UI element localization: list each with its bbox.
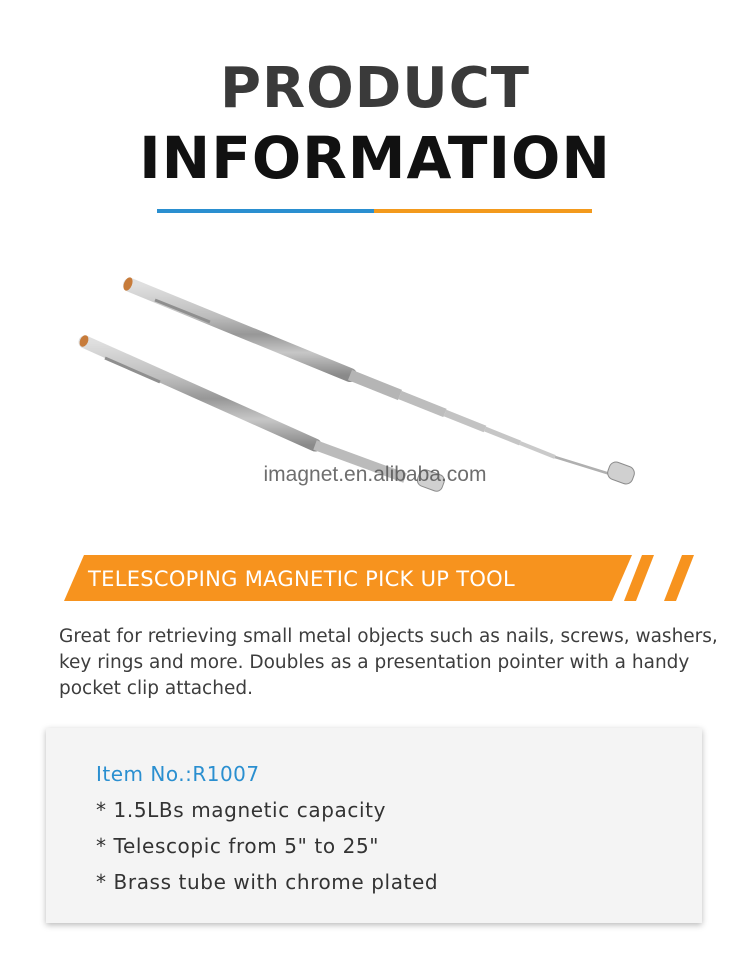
- specs-card: [46, 728, 702, 923]
- page-title-line1: PRODUCT: [219, 56, 531, 121]
- section-banner: [0, 555, 750, 601]
- spec-feature: * 1.5LBs magnetic capacity: [96, 798, 387, 822]
- long-pickup-tool: [122, 276, 637, 486]
- title-underline-orange: [374, 209, 592, 213]
- item-number: Item No.:R1007: [96, 762, 260, 786]
- title-underline-blue: [157, 209, 374, 213]
- spec-feature: * Brass tube with chrome plated: [96, 870, 439, 894]
- watermark: imagnet.en.alibaba.com: [263, 463, 487, 486]
- page-title-line2: INFORMATION: [139, 124, 611, 192]
- banner-title: TELESCOPING MAGNETIC PICK UP TOOL: [88, 567, 515, 591]
- product-description: Great for retrieving small metal objects such as nails, screws, washers, key rings and more. Doubles as a presentation pointer with a handy pocket clip attached.: [59, 626, 718, 699]
- spec-feature: * Telescopic from 5" to 25": [96, 834, 380, 858]
- banner-stripe-decoration: [664, 555, 694, 601]
